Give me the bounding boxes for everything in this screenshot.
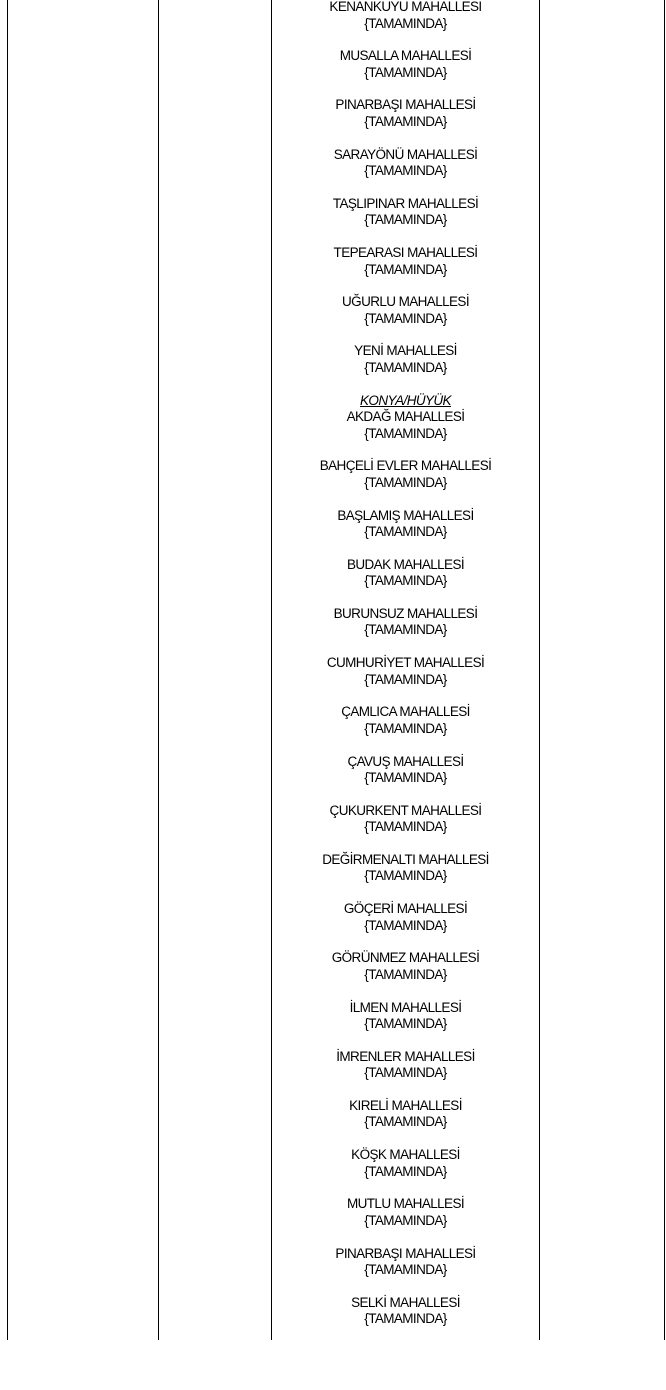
neighbourhood-entry <box>272 508 539 541</box>
scope-note: {TAMAMINDA} <box>364 113 447 129</box>
neighbourhood-name: KÖŞK MAHALLESİ <box>351 1147 460 1163</box>
scope-note: {TAMAMINDA} <box>364 819 447 835</box>
district-heading: KONYA/HÜYÜK <box>360 392 451 408</box>
scope-note: {TAMAMINDA} <box>364 1163 447 1179</box>
neighbourhood-name: ÇAMLICA MAHALLESİ <box>341 704 470 720</box>
scope-note: {TAMAMINDA} <box>364 1114 447 1130</box>
column-divider-3 <box>539 0 540 1340</box>
neighbourhood-name: ÇAVUŞ MAHALLESİ <box>347 753 464 769</box>
neighbourhood-entry <box>272 1246 539 1279</box>
neighbourhood-name: YENİ MAHALLESİ <box>354 343 457 359</box>
neighbourhood-name: SARAYÖNÜ MAHALLESİ <box>333 146 478 162</box>
neighbourhood-name: AKDAĞ MAHALLESİ <box>346 409 465 425</box>
neighbourhood-name: DEĞİRMENALTI MAHALLESİ <box>322 851 489 867</box>
neighbourhood-entry <box>272 1000 539 1033</box>
neighbourhood-name: PINARBAŞI MAHALLESİ <box>335 97 476 113</box>
neighbourhood-name: PINARBAŞI MAHALLESİ <box>335 1245 476 1261</box>
table-border-right <box>664 0 665 1340</box>
neighbourhood-name: GÖRÜNMEZ MAHALLESİ <box>331 950 480 966</box>
neighbourhood-name: CUMHURİYET MAHALLESİ <box>326 655 485 671</box>
neighbourhood-column <box>272 0 539 1340</box>
neighbourhood-name: ÇUKURKENT MAHALLESİ <box>329 802 482 818</box>
scope-note: {TAMAMINDA} <box>364 15 447 31</box>
column-divider-1 <box>158 0 159 1340</box>
neighbourhood-name: KENANKUYU MAHALLESİ <box>329 0 482 14</box>
neighbourhood-entry <box>272 1098 539 1131</box>
scope-note: {TAMAMINDA} <box>364 671 447 687</box>
neighbourhood-entry <box>272 754 539 787</box>
scope-note: {TAMAMINDA} <box>364 1065 447 1081</box>
neighbourhood-entry <box>272 704 539 737</box>
scope-note: {TAMAMINDA} <box>364 425 447 441</box>
neighbourhood-entry <box>272 196 539 229</box>
neighbourhood-name: SELKİ MAHALLESİ <box>351 1294 460 1310</box>
scope-note: {TAMAMINDA} <box>364 622 447 638</box>
neighbourhood-entry <box>272 458 539 491</box>
neighbourhood-entry <box>272 557 539 590</box>
neighbourhood-name: BAHÇELİ EVLER MAHALLESİ <box>319 458 492 474</box>
neighbourhood-entry <box>272 655 539 688</box>
neighbourhood-name: MUTLU MAHALLESİ <box>346 1196 465 1212</box>
neighbourhood-name: KIRELİ MAHALLESİ <box>349 1097 462 1113</box>
neighbourhood-name: UĞURLU MAHALLESİ <box>342 294 469 310</box>
neighbourhood-name: BURUNSUZ MAHALLESİ <box>333 605 478 621</box>
neighbourhood-entry <box>272 0 539 32</box>
scope-note: {TAMAMINDA} <box>364 720 447 736</box>
scope-note: {TAMAMINDA} <box>364 868 447 884</box>
neighbourhood-entry <box>272 97 539 130</box>
scope-note: {TAMAMINDA} <box>364 1311 447 1327</box>
neighbourhood-entry <box>272 245 539 278</box>
scope-note: {TAMAMINDA} <box>364 966 447 982</box>
scope-note: {TAMAMINDA} <box>364 1262 447 1277</box>
neighbourhood-name: TAŞLIPINAR MAHALLESİ <box>332 195 479 211</box>
scope-note: {TAMAMINDA} <box>364 1016 447 1031</box>
scope-note: {TAMAMINDA} <box>364 917 447 933</box>
scope-note: {TAMAMINDA} <box>364 1212 447 1228</box>
neighbourhood-entry <box>272 343 539 376</box>
neighbourhood-name: BAŞLAMIŞ MAHALLESİ <box>337 507 474 523</box>
neighbourhood-entry <box>272 606 539 639</box>
scope-note: {TAMAMINDA} <box>364 163 447 179</box>
neighbourhood-entry <box>272 1049 539 1082</box>
scope-note: {TAMAMINDA} <box>364 770 447 785</box>
neighbourhood-entry <box>272 803 539 836</box>
neighbourhood-name: BUDAK MAHALLESİ <box>346 556 465 572</box>
neighbourhood-entry <box>272 147 539 180</box>
neighbourhood-name: İLMEN MAHALLESİ <box>349 999 462 1015</box>
scope-note: {TAMAMINDA} <box>364 64 447 80</box>
neighbourhood-entry <box>272 1295 539 1328</box>
neighbourhood-entry <box>272 950 539 983</box>
neighbourhood-entry <box>272 1196 539 1229</box>
neighbourhood-entry <box>272 852 539 885</box>
scope-note: {TAMAMINDA} <box>364 310 447 326</box>
scope-note: {TAMAMINDA} <box>364 474 447 490</box>
scope-note: {TAMAMINDA} <box>364 573 447 589</box>
neighbourhood-entry <box>272 901 539 934</box>
scope-note: {TAMAMINDA} <box>364 212 447 228</box>
neighbourhood-name: TEPEARASI MAHALLESİ <box>333 245 478 260</box>
scope-note: {TAMAMINDA} <box>364 359 447 375</box>
neighbourhood-name: MUSALLA MAHALLESİ <box>339 48 472 64</box>
table-border-left <box>7 0 8 1340</box>
neighbourhood-name: GÖÇERİ MAHALLESİ <box>343 901 468 917</box>
scope-note: {TAMAMINDA} <box>364 524 447 539</box>
neighbourhood-entry <box>272 393 539 443</box>
neighbourhood-entry <box>272 48 539 81</box>
neighbourhood-name: İMRENLER MAHALLESİ <box>336 1048 475 1064</box>
scope-note: {TAMAMINDA} <box>364 261 447 277</box>
neighbourhood-entry <box>272 294 539 327</box>
neighbourhood-entry <box>272 1147 539 1180</box>
